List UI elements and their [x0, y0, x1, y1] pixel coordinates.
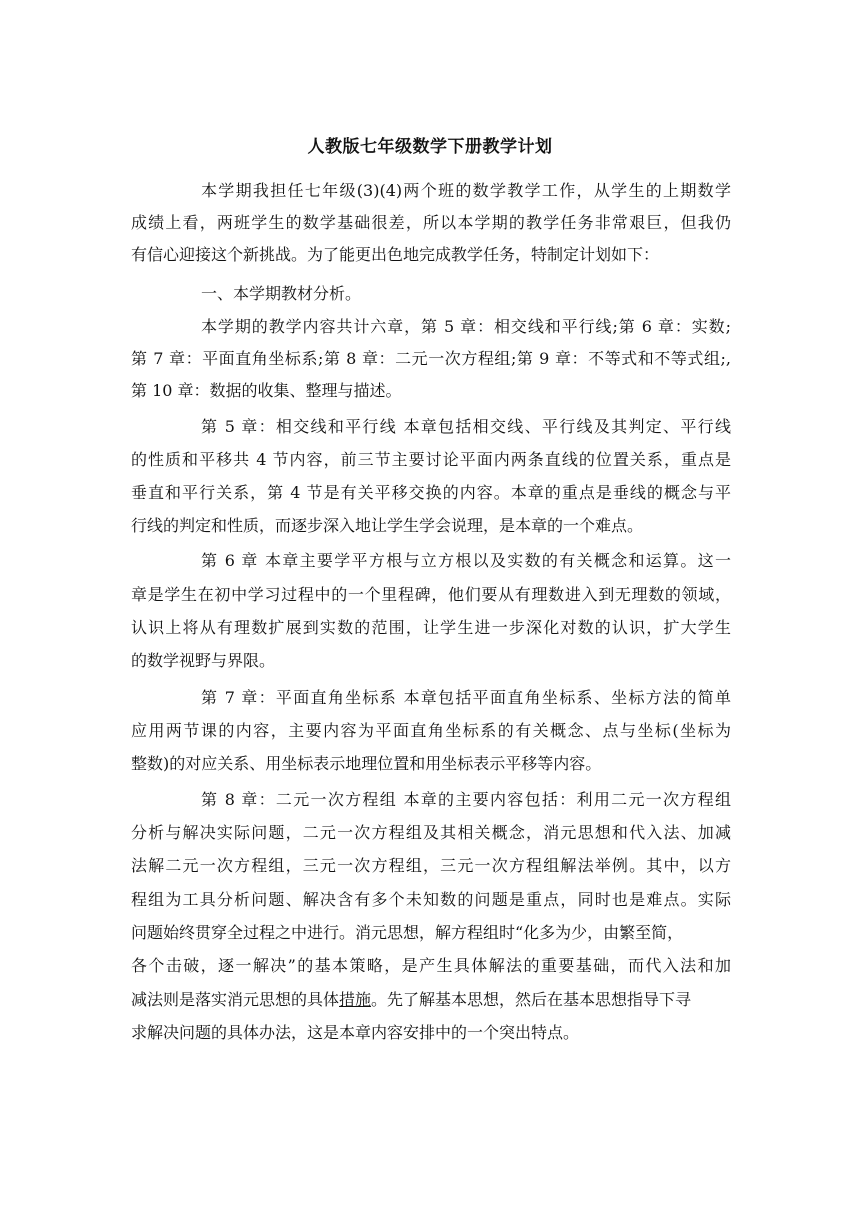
- paragraph-line: 程组为工具分析问题、解决含有多个未知数的问题是重点，同时也是难点。实际: [131, 890, 731, 909]
- paragraph-line: 应用两节课的内容，主要内容为平面直角坐标系的有关概念、点与坐标(坐标为: [131, 721, 731, 740]
- paragraph-line: 整数)的对应关系、用坐标表示地理位置和用坐标表示平移等内容。: [131, 754, 602, 773]
- paragraph-line: 第 8 章：二元一次方程组 本章的主要内容包括：利用二元一次方程组: [201, 790, 731, 809]
- paragraph-line: 本学期的教学内容共计六章，第 5 章：相交线和平行线;第 6 章：实数;: [201, 317, 731, 336]
- paragraph-line: 认识上将从有理数扩展到实数的范围，让学生进一步深化对数的认识，扩大学生: [131, 618, 731, 637]
- paragraph-line: 第 7 章：平面直角坐标系;第 8 章：二元一次方程组;第 9 章：不等式和不等式组;,: [131, 349, 731, 368]
- paragraph-line: 各个击破，逐一解决”的基本策略，是产生具体解法的重要基础，而代入法和加: [131, 956, 731, 975]
- paragraph-line: 的数学视野与界限。: [131, 651, 276, 670]
- paragraph-line: 成绩上看，两班学生的数学基础很差，所以本学期的教学任务非常艰巨，但我仍: [131, 213, 731, 232]
- section-heading: 一、本学期教材分析。: [201, 284, 362, 303]
- paragraph-line: 章是学生在初中学习过程中的一个里程碑，他们要从有理数进入到无理数的领域，: [131, 585, 731, 604]
- paragraph-line: 第 6 章 本章主要学平方根与立方根以及实数的有关概念和运算。这一: [201, 551, 731, 570]
- paragraph-line: 的性质和平移共 4 节内容，前三节主要讨论平面内两条直线的位置关系，重点是: [131, 450, 731, 469]
- line-segment: 。先了解基本思想，然后在基本思想指导下寻: [371, 990, 692, 1009]
- paragraph-line: 第 10 章：数据的收集、整理与描述。: [131, 381, 402, 400]
- paragraph-line: 垂直和平行关系，第 4 节是有关平移交换的内容。本章的重点是垂线的概念与平: [131, 483, 731, 502]
- line-segment: 减法则是落实消元思想的具体: [131, 990, 340, 1009]
- paragraph-line: 求解决问题的具体办法，这是本章内容安排中的一个突出特点。: [131, 1023, 580, 1042]
- paragraph-line: 行线的判定和性质，而逐步深入地让学生学会说理，是本章的一个难点。: [131, 516, 644, 535]
- paragraph-line: 第 7 章：平面直角坐标系 本章包括平面直角坐标系、坐标方法的简单: [201, 688, 731, 707]
- paragraph-line: 第 5 章：相交线和平行线 本章包括相交线、平行线及其判定、平行线: [201, 417, 731, 436]
- paragraph-line: 法解二元一次方程组，三元一次方程组，三元一次方程组解法举例。其中，以方: [131, 856, 731, 875]
- paragraph-line: 问题始终贯穿全过程之中进行。消元思想，解方程组时“化多为少，由繁至简，: [131, 923, 684, 942]
- paragraph-line: [131, 988, 731, 1012]
- underlined-word: 措施: [339, 990, 372, 1009]
- paragraph-line: 有信心迎接这个新挑战。为了能更出色地完成教学任务，特制定计划如下：: [131, 245, 660, 264]
- paragraph-line: 分析与解决实际问题，二元一次方程组及其相关概念，消元思想和代入法、加减: [131, 823, 731, 842]
- paragraph-line: 本学期我担任七年级(3)(4)两个班的数学教学工作，从学生的上期数学: [201, 181, 731, 200]
- document-title: 人教版七年级数学下册教学计划: [307, 137, 553, 157]
